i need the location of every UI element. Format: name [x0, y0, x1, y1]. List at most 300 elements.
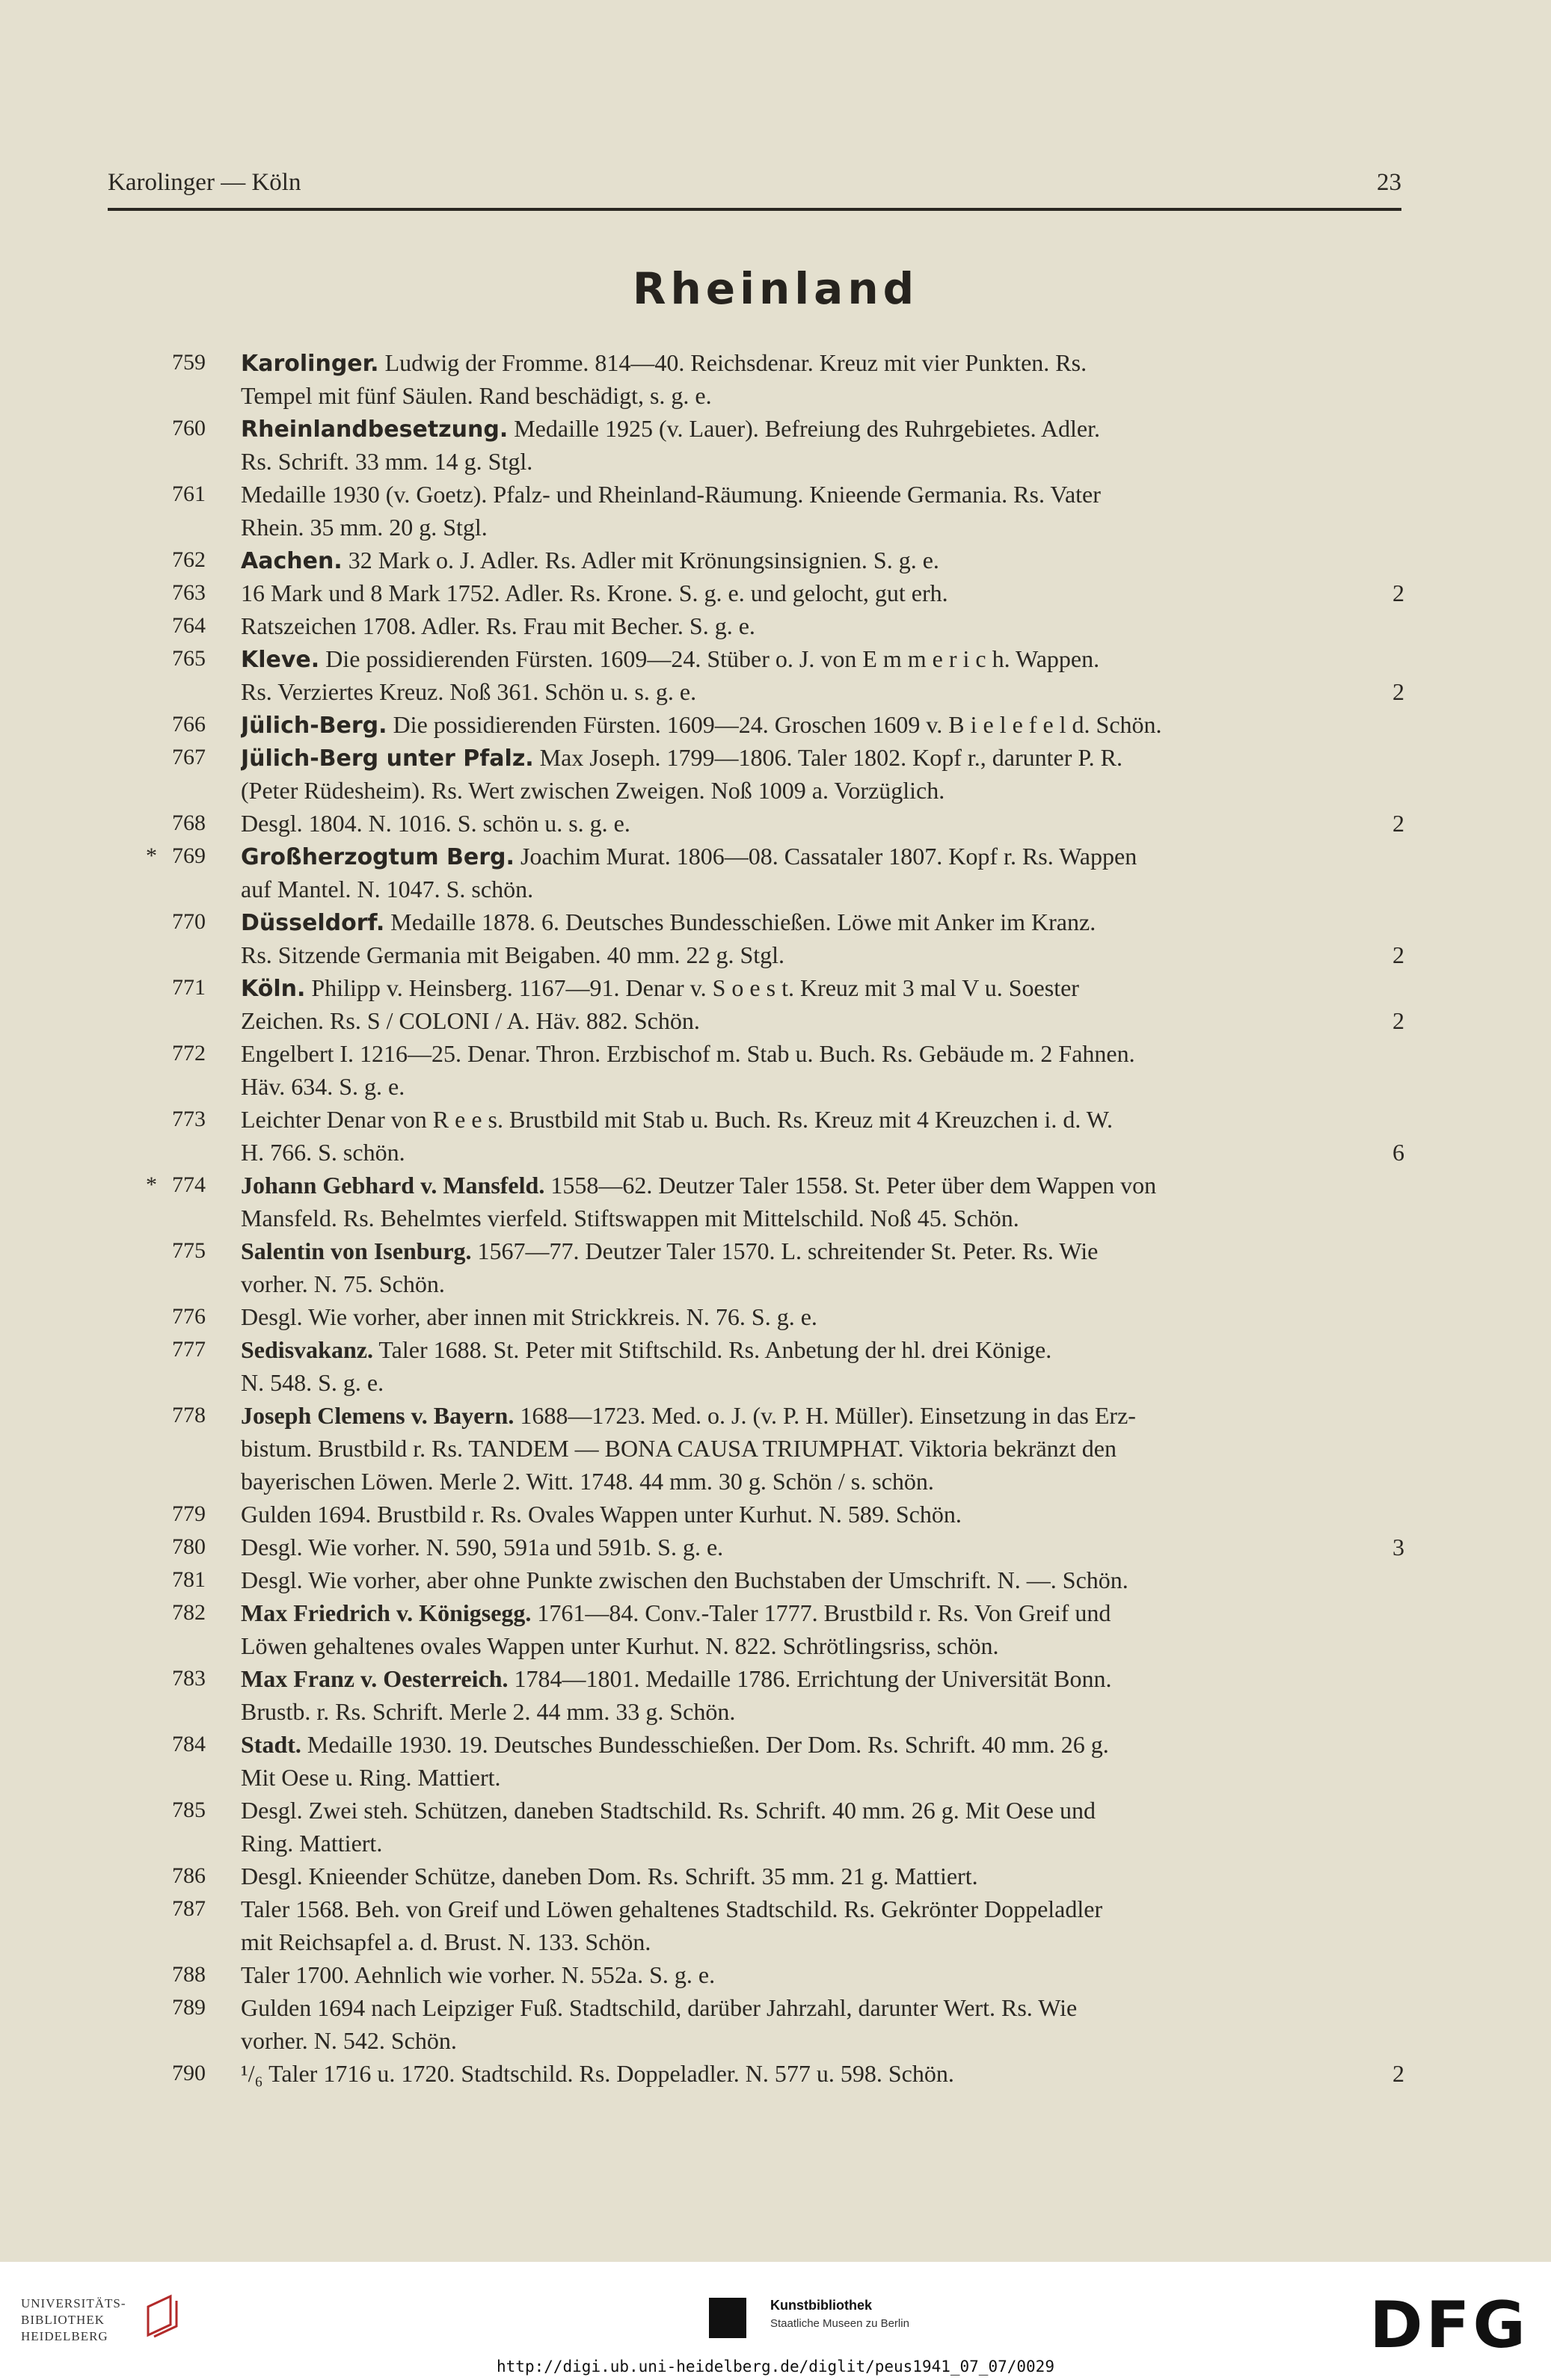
- entry-description: [241, 642, 1404, 708]
- kunstbibliothek-logo-icon: [709, 2298, 746, 2338]
- entry-line-text: [241, 1300, 817, 1333]
- entry-text-segment: Max Joseph. 1799—1806. Taler 1802. Kopf r., darunter P. R.: [533, 744, 1122, 771]
- entry-line-text: [241, 412, 1100, 445]
- entry-line: [241, 1958, 1404, 1991]
- entry-number: [112, 1234, 206, 1267]
- entry-heading: Rheinlandbesetzung.: [241, 416, 509, 443]
- entry-text-segment: vorher. N. 75. Schön.: [241, 1270, 445, 1297]
- entry-number-text: 790: [172, 2061, 206, 2085]
- catalog-entry: [0, 807, 1551, 840]
- entry-grade: 2: [1392, 579, 1404, 606]
- running-title: Karolinger — Köln: [108, 169, 301, 196]
- catalog-entry: [0, 741, 1551, 807]
- entry-number-text: 761: [172, 482, 206, 506]
- entry-line-text: [241, 1892, 1102, 1925]
- entry-number: [112, 741, 206, 774]
- entry-line-text: [241, 1596, 1111, 1629]
- entry-heading: Großherzogtum Berg.: [241, 844, 515, 870]
- entry-number-text: 780: [172, 1534, 206, 1559]
- entry-text-segment: Desgl. Wie vorher, aber ohne Punkte zwischen den Buchstaben der Umschrift. N. —. Schön.: [241, 1566, 1128, 1593]
- entry-text-segment: Rs. Verziertes Kreuz. Noß 361. Schön u. s. g. e.: [241, 678, 697, 705]
- entry-heading: Sedisvakanz.: [241, 1336, 373, 1363]
- entry-line: [241, 774, 1404, 807]
- entry-line-text: [241, 1366, 384, 1399]
- entry-description: [241, 1728, 1404, 1794]
- university-library-logo-text: [21, 2296, 126, 2345]
- entry-text-segment: 1567—77. Deutzer Taler 1570. L. schreitender St. Peter. Rs. Wie: [471, 1237, 1099, 1264]
- entry-line-text: [241, 1563, 1128, 1596]
- entry-description: [241, 1563, 1404, 1596]
- entry-line-text: [241, 1202, 1019, 1234]
- entry-description: [241, 1169, 1404, 1234]
- entry-line-text: [241, 2024, 457, 2057]
- entry-line: [241, 1596, 1404, 1629]
- entry-number-text: 766: [172, 712, 206, 737]
- entry-number: [112, 1596, 206, 1629]
- footer-bar: [0, 2262, 1551, 2380]
- entry-heading: Max Friedrich v. Königsegg.: [241, 1599, 532, 1626]
- catalog-entry: [0, 1662, 1551, 1728]
- entry-text-segment: Löwen gehaltenes ovales Wappen unter Kurhut. N. 822. Schrötlingsriss, schön.: [241, 1632, 999, 1659]
- catalog-entries: [0, 346, 1551, 2090]
- entry-line: [241, 1794, 1404, 1827]
- entry-line: [241, 905, 1404, 938]
- entry-line-text: [241, 346, 1087, 379]
- ub-line-2: BIBLIOTHEK: [21, 2313, 105, 2327]
- entry-grade: 3: [1392, 1534, 1404, 1560]
- entry-text-segment: Gulden 1694 nach Leipziger Fuß. Stadtschild, darüber Jahrzahl, darunter Wert. Rs. Wie: [241, 1994, 1078, 2021]
- entry-number: [112, 1563, 206, 1596]
- entry-line-text: [241, 1531, 723, 1563]
- header-rule: [108, 208, 1401, 211]
- entry-line: [241, 576, 1404, 609]
- entry-text-segment: Zeichen. Rs. S / COLONI / A. Häv. 882. Schön.: [241, 1007, 700, 1034]
- entry-line-text: [241, 1991, 1077, 2024]
- entry-text-segment: auf Mantel. N. 1047. S. schön.: [241, 876, 534, 903]
- section-title: Rheinland: [632, 263, 919, 314]
- entry-line: [241, 1202, 1404, 1234]
- entry-line: [241, 1432, 1404, 1465]
- entry-text-segment: Philipp v. Heinsberg. 1167—91. Denar v. S o e s t. Kreuz mit 3 mal V u. Soester: [305, 974, 1079, 1001]
- catalog-entry: [0, 1169, 1551, 1234]
- entry-line-text: [241, 576, 948, 609]
- entry-description: [241, 1498, 1404, 1531]
- entry-line-text: [241, 478, 1101, 511]
- entry-line-text: [241, 1794, 1096, 1827]
- entry-line: [241, 840, 1404, 873]
- entry-number-text: 769: [172, 843, 206, 868]
- entry-number-text: 788: [172, 1962, 206, 1987]
- entry-line-text: [241, 971, 1079, 1004]
- entry-text-segment: Desgl. Wie vorher, aber innen mit Strickkreis. N. 76. S. g. e.: [241, 1303, 817, 1330]
- entry-text-segment: Desgl. 1804. N. 1016. S. schön u. s. g. e.: [241, 810, 630, 837]
- entry-line: [241, 1991, 1404, 2024]
- entry-number-text: 768: [172, 811, 206, 835]
- entry-description: [241, 1300, 1404, 1333]
- entry-text-segment: vorher. N. 542. Schön.: [241, 2027, 457, 2054]
- entry-number: [112, 544, 206, 576]
- catalog-entry: [0, 412, 1551, 478]
- entry-grade: 6: [1392, 1139, 1404, 1166]
- entry-description: [241, 1958, 1404, 1991]
- entry-star-marker: *: [146, 1172, 157, 1197]
- entry-line: [241, 1892, 1404, 1925]
- entry-text-segment: N. 548. S. g. e.: [241, 1369, 384, 1396]
- entry-number: [112, 1169, 206, 1202]
- entry-line: [241, 1399, 1404, 1432]
- entry-number: [112, 1531, 206, 1563]
- entry-number-text: 762: [172, 547, 206, 572]
- entry-number: [112, 478, 206, 511]
- entry-line-text: [241, 1629, 999, 1662]
- entry-number-text: 776: [172, 1304, 206, 1329]
- entry-number: [112, 1728, 206, 1761]
- entry-text-segment: Engelbert I. 1216—25. Denar. Thron. Erzbischof m. Stab u. Buch. Rs. Gebäude m. 2 Fahnen.: [241, 1040, 1135, 1067]
- entry-line-text: [241, 1465, 934, 1498]
- entry-text-segment: Mansfeld. Rs. Behelmtes vierfeld. Stiftswappen mit Mittelschild. Noß 45. Schön.: [241, 1205, 1019, 1231]
- entry-line: [241, 873, 1404, 905]
- entry-line: [241, 1037, 1404, 1070]
- entry-text-segment: Mit Oese u. Ring. Mattiert.: [241, 1764, 501, 1791]
- entry-number: [112, 1103, 206, 1136]
- entry-heading: Jülich-Berg.: [241, 713, 387, 739]
- entry-number: [112, 1662, 206, 1695]
- catalog-entry: [0, 642, 1551, 708]
- running-header: [108, 169, 1401, 209]
- entry-text-segment: Medaille 1878. 6. Deutsches Bundesschießen. Löwe mit Anker im Kranz.: [384, 908, 1096, 935]
- entry-number-text: 764: [172, 613, 206, 638]
- catalog-entry: [0, 1596, 1551, 1662]
- entry-line: [241, 1563, 1404, 1596]
- entry-line-text: [241, 1728, 1109, 1761]
- entry-text-segment: H. 766. S. schön.: [241, 1139, 405, 1166]
- catalog-entry: [0, 1958, 1551, 1991]
- entry-text-segment: 16 Mark und 8 Mark 1752. Adler. Rs. Krone. S. g. e. und gelocht, gut erh.: [241, 579, 948, 606]
- entry-text-segment: Häv. 634. S. g. e.: [241, 1073, 405, 1100]
- entry-number: [112, 971, 206, 1004]
- catalog-entry: [0, 1234, 1551, 1300]
- entry-line: [241, 1498, 1404, 1531]
- entry-text-segment: 32 Mark o. J. Adler. Rs. Adler mit Krönungsinsignien. S. g. e.: [342, 547, 939, 574]
- entry-description: [241, 905, 1404, 971]
- entry-heading: Johann Gebhard v. Mansfeld.: [241, 1172, 545, 1199]
- entry-line-text: [241, 807, 630, 840]
- entry-text-segment: Taler 1700. Aehnlich wie vorher. N. 552a. S. g. e.: [241, 1961, 716, 1988]
- entry-grade: 2: [1392, 810, 1404, 837]
- kunstbibliothek-name: Kunstbibliothek: [770, 2298, 872, 2313]
- entry-heading: Aachen.: [241, 548, 343, 574]
- entry-number: [112, 1498, 206, 1531]
- catalog-entry: [0, 478, 1551, 544]
- entry-line: [241, 741, 1404, 774]
- entry-line-text: [241, 1037, 1135, 1070]
- entry-text-segment: Medaille 1930. 19. Deutsches Bundesschießen. Der Dom. Rs. Schrift. 40 mm. 26 g.: [301, 1731, 1109, 1758]
- catalog-entry: [0, 1498, 1551, 1531]
- entry-text-segment: Desgl. Knieender Schütze, daneben Dom. Rs. Schrift. 35 mm. 21 g. Mattiert.: [241, 1863, 978, 1889]
- entry-number: [112, 609, 206, 642]
- entry-line-text: [241, 1958, 715, 1991]
- catalog-entry: [0, 1037, 1551, 1103]
- entry-number: [112, 1958, 206, 1991]
- entry-line-text: [241, 1695, 735, 1728]
- entry-line: [241, 1860, 1404, 1892]
- dfg-logo: DFG: [1369, 2288, 1529, 2363]
- entry-text-segment: Taler 1688. St. Peter mit Stiftschild. Rs. Anbetung der hl. drei Könige.: [372, 1336, 1052, 1363]
- entry-text-segment: bistum. Brustbild r. Rs. TANDEM — BONA CAUSA TRIUMPHAT. Viktoria bekränzt den: [241, 1435, 1117, 1462]
- entry-grade: 2: [1392, 1007, 1404, 1034]
- ub-line-1: UNIVERSITÄTS-: [21, 2296, 126, 2310]
- entry-number: [112, 1300, 206, 1333]
- entry-line-text: [241, 1234, 1098, 1267]
- entry-number: [112, 1037, 206, 1070]
- entry-line-text: [241, 774, 945, 807]
- catalog-entry: [0, 840, 1551, 905]
- catalog-entry: [0, 1991, 1551, 2057]
- entry-line: [241, 1925, 1404, 1958]
- catalog-entry: [0, 2057, 1551, 2090]
- entry-heading: Kleve.: [241, 647, 320, 673]
- entry-line: [241, 1761, 1404, 1794]
- catalog-entry: [0, 1300, 1551, 1333]
- entry-line: [241, 1234, 1404, 1267]
- entry-text-segment: Rs. Schrift. 33 mm. 14 g. Stgl.: [241, 448, 533, 475]
- entry-line-text: [241, 1432, 1117, 1465]
- entry-number-text: 785: [172, 1798, 206, 1822]
- entry-line-text: [241, 1860, 978, 1892]
- entry-text-segment: 1558—62. Deutzer Taler 1558. St. Peter über dem Wappen von: [544, 1172, 1157, 1199]
- entry-description: [241, 609, 1404, 642]
- entry-text-segment: (Peter Rüdesheim). Rs. Wert zwischen Zweigen. Noß 1009 a. Vorzüglich.: [241, 777, 945, 804]
- entry-number: [112, 2057, 206, 2090]
- entry-description: [241, 1794, 1404, 1860]
- entry-number-text: 774: [172, 1172, 206, 1197]
- catalog-entry: [0, 346, 1551, 412]
- entry-text-segment: Rs. Sitzende Germania mit Beigaben. 40 mm. 22 g. Stgl.: [241, 941, 785, 968]
- entry-line: [241, 1695, 1404, 1728]
- entry-line: [241, 2024, 1404, 2057]
- entry-line: [241, 1136, 1404, 1169]
- entry-number-text: 783: [172, 1666, 206, 1691]
- entry-line: [241, 445, 1404, 478]
- entry-number-text: 767: [172, 745, 206, 769]
- entry-description: [241, 708, 1404, 741]
- entry-description: [241, 478, 1404, 544]
- entry-heading: Köln.: [241, 976, 306, 1002]
- entry-line: [241, 412, 1404, 445]
- catalog-entry: [0, 1860, 1551, 1892]
- entry-number-text: 779: [172, 1501, 206, 1526]
- entry-text-segment: Die possidierenden Fürsten. 1609—24. Stüber o. J. von E m m e r i c h. Wappen.: [319, 645, 1100, 672]
- entry-line: [241, 1728, 1404, 1761]
- entry-line-text: [241, 1333, 1051, 1366]
- entry-line-text: [241, 1925, 651, 1958]
- entry-heading: Joseph Clemens v. Bayern.: [241, 1402, 515, 1429]
- entry-line-text: [241, 1004, 700, 1037]
- entry-line: [241, 1629, 1404, 1662]
- entry-text-segment: Leichter Denar von R e e s. Brustbild mit Stab u. Buch. Rs. Kreuz mit 4 Kreuzchen i. d. W.: [241, 1106, 1113, 1133]
- entry-text-segment: bayerischen Löwen. Merle 2. Witt. 1748. 44 mm. 30 g. Schön / s. schön.: [241, 1468, 934, 1495]
- entry-text-segment: 1688—1723. Med. o. J. (v. P. H. Müller). Einsetzung in das Erz-: [514, 1402, 1136, 1429]
- entry-description: [241, 1333, 1404, 1399]
- entry-description: [241, 741, 1404, 807]
- entry-number-text: 777: [172, 1337, 206, 1362]
- entry-number: [112, 1333, 206, 1366]
- entry-line: [241, 971, 1404, 1004]
- entry-grade: 2: [1392, 678, 1404, 705]
- entry-description: [241, 840, 1404, 905]
- entry-line-text: [241, 1070, 405, 1103]
- entry-line: [241, 1333, 1404, 1366]
- entry-line: [241, 511, 1404, 544]
- entry-line: [241, 1267, 1404, 1300]
- catalog-entry: [0, 609, 1551, 642]
- entry-number: [112, 905, 206, 938]
- entry-text-segment: Taler 1568. Beh. von Greif und Löwen gehaltenes Stadtschild. Rs. Gekrönter Doppeladler: [241, 1895, 1103, 1922]
- entry-number: [112, 1991, 206, 2024]
- entry-number: [112, 642, 206, 675]
- entry-heading: Karolinger.: [241, 351, 379, 377]
- entry-number: [112, 346, 206, 379]
- entry-description: [241, 1399, 1404, 1498]
- entry-line: [241, 1465, 1404, 1498]
- entry-line: [241, 1070, 1404, 1103]
- entry-heading: Jülich-Berg unter Pfalz.: [241, 745, 534, 772]
- entry-number-text: 773: [172, 1107, 206, 1131]
- entry-number: [112, 1860, 206, 1892]
- entry-text-segment: Die possidierenden Fürsten. 1609—24. Groschen 1609 v. B i e l e f e l d. Schön.: [387, 711, 1162, 738]
- catalog-entry: [0, 1563, 1551, 1596]
- entry-number: [112, 807, 206, 840]
- catalog-entry: [0, 1333, 1551, 1399]
- entry-text-segment: Desgl. Wie vorher. N. 590, 591a und 591b. S. g. e.: [241, 1534, 724, 1560]
- entry-line-text: [241, 642, 1099, 675]
- entry-description: [241, 807, 1404, 840]
- entry-number-text: 784: [172, 1732, 206, 1756]
- entry-text-segment: Joachim Murat. 1806—08. Cassataler 1807. Kopf r. Rs. Wappen: [514, 843, 1137, 870]
- entry-line: [241, 544, 1404, 576]
- entry-text-segment: 1784—1801. Medaille 1786. Errichtung der Universität Bonn.: [508, 1665, 1112, 1692]
- entry-description: [241, 1662, 1404, 1728]
- entry-line: [241, 1662, 1404, 1695]
- entry-heading: Salentin von Isenburg.: [241, 1237, 472, 1264]
- entry-number-text: 775: [172, 1238, 206, 1263]
- entry-line-text: [241, 905, 1096, 938]
- entry-line: [241, 1004, 1404, 1037]
- entry-line: [241, 1103, 1404, 1136]
- catalog-entry: [0, 1728, 1551, 1794]
- catalog-entry: [0, 1892, 1551, 1958]
- entry-text-segment: ¹/₆ Taler 1716 u. 1720. Stadtschild. Rs. Doppeladler. N. 577 u. 598. Schön.: [241, 2060, 954, 2087]
- entry-description: [241, 1531, 1404, 1563]
- entry-line-text: [241, 1136, 405, 1169]
- entry-text-segment: Gulden 1694. Brustbild r. Rs. Ovales Wappen unter Kurhut. N. 589. Schön.: [241, 1501, 962, 1528]
- entry-line-text: [241, 609, 755, 642]
- entry-heading: Stadt.: [241, 1731, 301, 1758]
- entry-text-segment: mit Reichsapfel a. d. Brust. N. 133. Schön.: [241, 1928, 651, 1955]
- entry-line-text: [241, 1103, 1113, 1136]
- entry-line: [241, 708, 1404, 741]
- entry-description: [241, 412, 1404, 478]
- catalog-entry: [0, 905, 1551, 971]
- entry-text-segment: Medaille 1930 (v. Goetz). Pfalz- und Rheinland-Räumung. Knieende Germania. Rs. Vater: [241, 481, 1101, 508]
- entry-star-marker: *: [146, 843, 157, 868]
- entry-description: [241, 1596, 1404, 1662]
- university-library-mark-icon: [141, 2290, 185, 2343]
- entry-line-text: [241, 938, 784, 971]
- entry-text-segment: Desgl. Zwei steh. Schützen, daneben Stadtschild. Rs. Schrift. 40 mm. 26 g. Mit Oese und: [241, 1797, 1096, 1824]
- entry-line: [241, 675, 1404, 708]
- entry-text-segment: 1761—84. Conv.-Taler 1777. Brustbild r. Rs. Von Greif und: [531, 1599, 1111, 1626]
- entry-heading: Max Franz v. Oesterreich.: [241, 1665, 509, 1692]
- entry-number: [112, 1399, 206, 1432]
- entry-description: [241, 1991, 1404, 2057]
- entry-line: [241, 1827, 1404, 1860]
- entry-line-text: [241, 1662, 1111, 1695]
- entry-description: [241, 544, 1404, 576]
- entry-line: [241, 1531, 1404, 1563]
- entry-description: [241, 1234, 1404, 1300]
- entry-text-segment: Ratszeichen 1708. Adler. Rs. Frau mit Becher. S. g. e.: [241, 612, 755, 639]
- entry-number-text: 778: [172, 1403, 206, 1427]
- entry-line-text: [241, 379, 712, 412]
- entry-number-text: 765: [172, 646, 206, 671]
- entry-number-text: 782: [172, 1600, 206, 1625]
- entry-number-text: 763: [172, 580, 206, 605]
- entry-line-text: [241, 1498, 962, 1531]
- kunstbibliothek-subtitle: Staatliche Museen zu Berlin: [770, 2317, 909, 2330]
- entry-number-text: 759: [172, 350, 206, 375]
- entry-line: [241, 938, 1404, 971]
- entry-line-text: [241, 708, 1162, 741]
- entry-grade: 2: [1392, 2060, 1404, 2087]
- entry-number-text: 786: [172, 1863, 206, 1888]
- ub-line-3: HEIDELBERG: [21, 2329, 108, 2343]
- entry-text-segment: Ludwig der Fromme. 814—40. Reichsdenar. Kreuz mit vier Punkten. Rs.: [378, 349, 1087, 376]
- entry-number-text: 760: [172, 416, 206, 440]
- entry-number-text: 787: [172, 1896, 206, 1921]
- entry-line-text: [241, 873, 533, 905]
- entry-number: [112, 708, 206, 741]
- entry-heading: Düsseldorf.: [241, 910, 385, 936]
- entry-grade: 2: [1392, 941, 1404, 968]
- entry-line: [241, 642, 1404, 675]
- entry-text-segment: Medaille 1925 (v. Lauer). Befreiung des Ruhrgebietes. Adler.: [508, 415, 1100, 442]
- entry-line-text: [241, 544, 939, 576]
- catalog-entry: [0, 576, 1551, 609]
- entry-number: [112, 1892, 206, 1925]
- entry-line: [241, 346, 1404, 379]
- entry-number: [112, 1794, 206, 1827]
- entry-line: [241, 379, 1404, 412]
- catalog-entry: [0, 708, 1551, 741]
- entry-line: [241, 807, 1404, 840]
- entry-line-text: [241, 2057, 954, 2090]
- entry-line: [241, 478, 1404, 511]
- entry-number-text: 772: [172, 1041, 206, 1066]
- source-url-link[interactable]: http://digi.ub.uni-heidelberg.de/diglit/peus1941_07_07/0029: [497, 2358, 1054, 2376]
- entry-line-text: [241, 511, 488, 544]
- entry-description: [241, 1037, 1404, 1103]
- entry-line-text: [241, 445, 532, 478]
- entry-line: [241, 609, 1404, 642]
- entry-text-segment: Rhein. 35 mm. 20 g. Stgl.: [241, 514, 488, 541]
- entry-line-text: [241, 1827, 382, 1860]
- entry-description: [241, 2057, 1404, 2090]
- entry-number-text: 781: [172, 1567, 206, 1592]
- page-number: 23: [1377, 169, 1401, 196]
- catalog-entry: [0, 544, 1551, 576]
- entry-line-text: [241, 675, 696, 708]
